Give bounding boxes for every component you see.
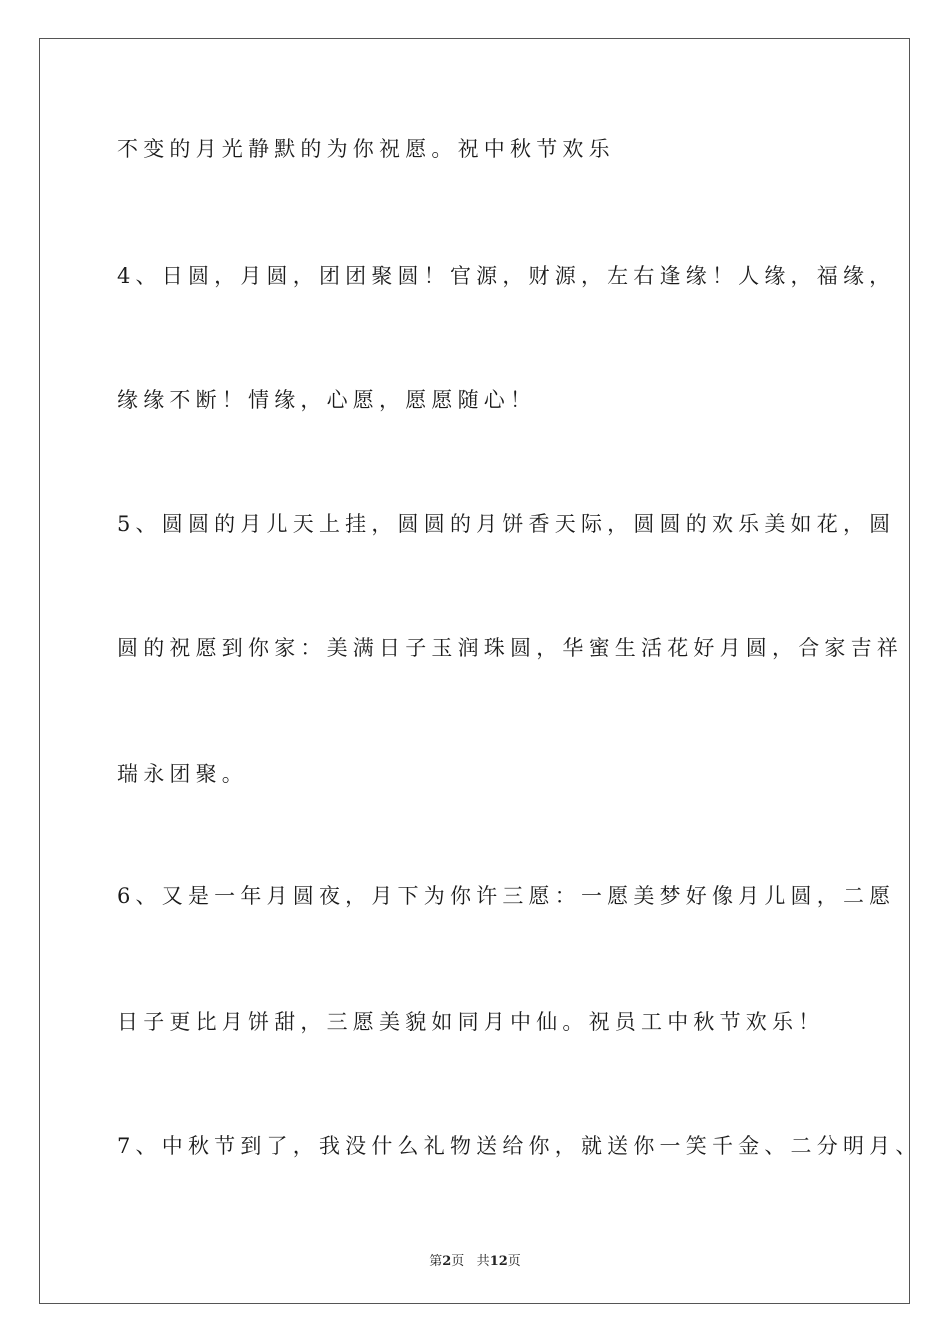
text-line-5: 圆的祝愿到你家：美满日子玉润珠圆，华蜜生活花好月圆，合家吉祥 [117,636,903,660]
text-line-8: 日子更比月饼甜，三愿美貌如同月中仙。祝员工中秋节欢乐！ [117,1010,825,1034]
page-suffix: 页 [451,1254,465,1269]
text-line-3: 缘缘不断！情缘，心愿，愿愿随心！ [117,388,537,412]
total-pages: 12 [489,1254,508,1269]
page-footer [0,1250,950,1269]
text-line-9: 7、中秋节到了，我没什么礼物送给你，就送你一笑千金、二分明月、 [117,1134,922,1158]
page-border [39,38,910,1304]
total-prefix: 共 [476,1254,490,1269]
text-line-6: 瑞永团聚。 [117,762,248,786]
text-line-4: 5、圆圆的月儿天上挂，圆圆的月饼香天际，圆圆的欢乐美如花，圆 [117,512,896,536]
page-prefix: 第 [429,1254,443,1269]
total-suffix: 页 [507,1254,521,1269]
text-line-2: 4、日圆，月圆，团团聚圆！官源，财源，左右逢缘！人缘，福缘， [117,264,896,288]
page-number: 2 [442,1254,452,1269]
text-line-7: 6、又是一年月圆夜，月下为你许三愿：一愿美梦好像月儿圆，二愿 [117,884,896,908]
text-line-1: 不变的月光静默的为你祝愿。祝中秋节欢乐 [117,137,615,161]
